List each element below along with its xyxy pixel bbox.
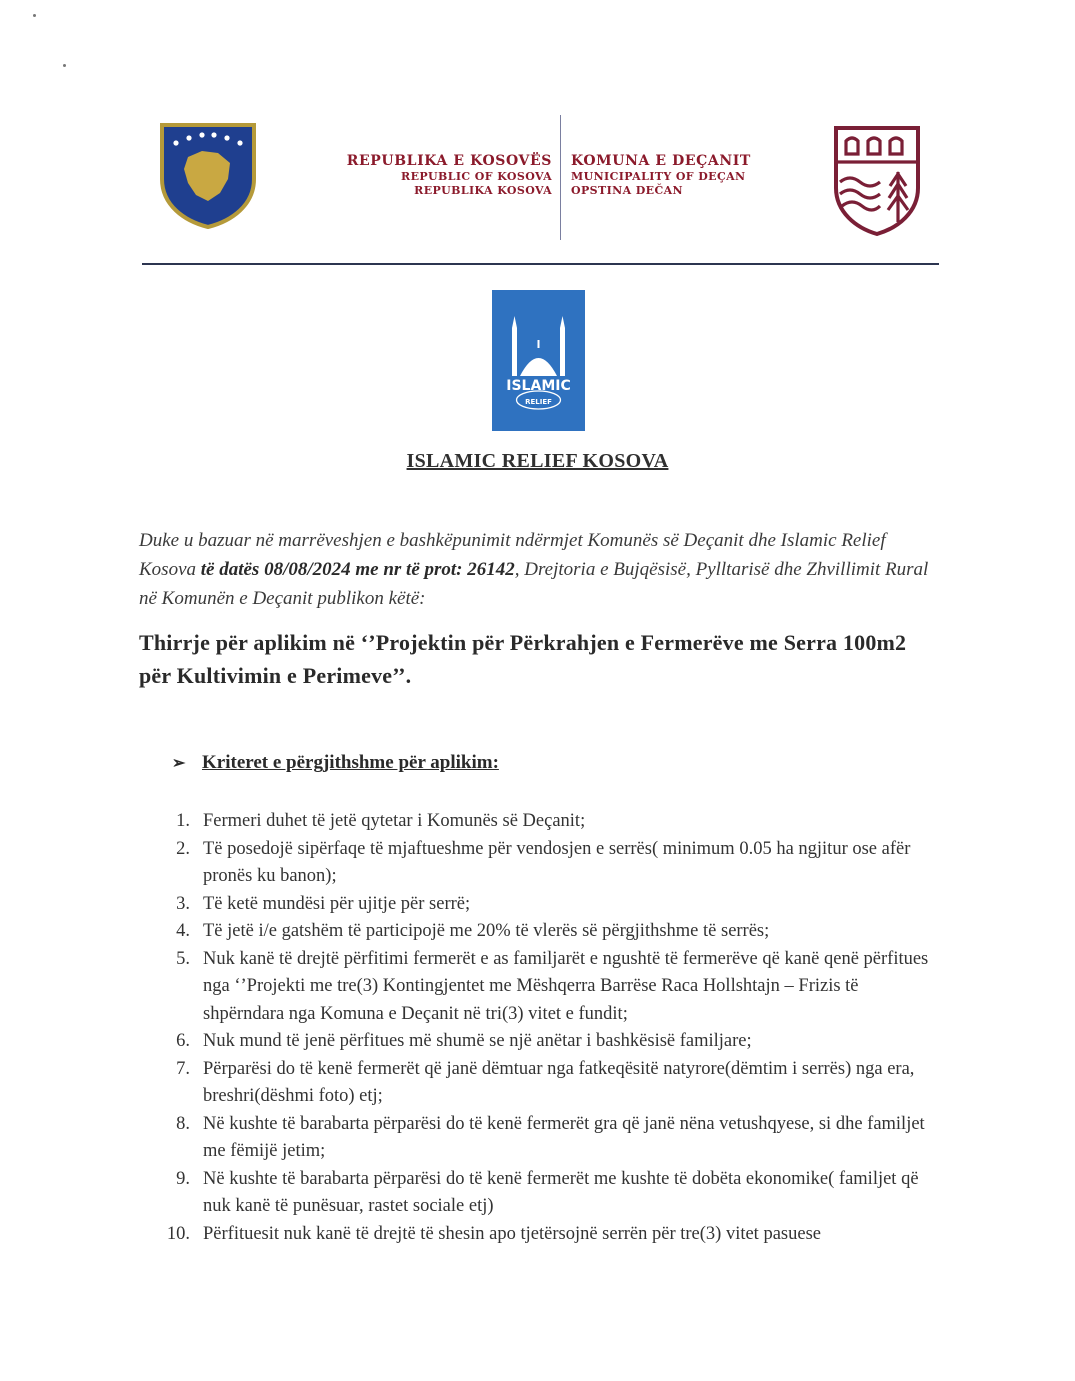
list-item-number: 5. (176, 948, 190, 969)
list-item-number: 2. (176, 838, 190, 859)
list-item-text: Përparësi do të kenë fermerët që janë dëmtuar nga fatkeqësitë natyrore(dëmtim i serrës) nga era, breshri(dëshmi foto) etj; (203, 1058, 915, 1106)
list-item-number: 4. (176, 921, 190, 941)
header-divider (560, 115, 561, 240)
list-item-text: Të posedojë sipërfaqe të mjaftueshme për vendosjen e serrës( minimum 0.05 ha ngjitur ose afër pronës ku banon); (203, 838, 911, 886)
list-item (160, 946, 940, 1029)
list-item (160, 836, 940, 891)
list-item (160, 891, 940, 919)
criteria-heading (172, 752, 499, 774)
list-item-text: Në kushte të barabarta përparësi do të kenë fermerët gra që janë nëna vetushqyese, si dhe familjet me fëmijë jetim; (203, 1113, 925, 1161)
header-right-line3: OPSTINA DEČAN (571, 184, 684, 197)
list-item-number: 1. (176, 811, 190, 831)
organization-title: ISLAMIC RELIEF KOSOVA (406, 450, 669, 472)
scan-artifact (33, 14, 36, 17)
list-item (160, 1028, 940, 1056)
criteria-title: Kriteret e përgjithshme për aplikim: (202, 752, 499, 773)
header-left-line1: REPUBLIKA E KOSOVËS (346, 153, 552, 169)
intro-text-bold: të datës 08/08/2024 me nr të prot: 26142 (200, 559, 515, 580)
list-item (160, 1166, 940, 1221)
header-rule (142, 263, 939, 265)
list-item (160, 918, 940, 946)
list-item-text: Përfituesit nuk kanë të drejtë të shesin apo tjetërsojnë serrën për tre(3) vitet pasuese (203, 1223, 821, 1244)
list-item-text: Në kushte të barabarta përparësi do të kenë fermerët me kushte të dobëta ekonomike( familjet që nuk kanë të punësuar, rastet sociale etj) (203, 1168, 919, 1216)
list-item-text: Fermeri duhet të jetë qytetar i Komunës së Deçanit; (203, 811, 586, 831)
scan-artifact (63, 64, 66, 67)
list-item (160, 1221, 940, 1249)
list-item-text: Nuk kanë të drejtë përfitimi fermerët e as familjarët e ngushtë të fermerëve që kanë qenë përfitues nga ‘’Projekti me tre(3) Kontingjentet me Mëshqerra Barrëse Raca Hollshtajn – Frizis të shpërndara nga Komuna e Deçanit në tri(3) vitet e fundit; (203, 948, 929, 1024)
list-item-text: Të jetë i/e gatshëm të participojë me 20% të vlerës së përgjithshme të serrës; (203, 921, 770, 941)
header-left-line2: REPUBLIC OF KOSOVA (401, 170, 552, 183)
header-right-block (571, 153, 831, 198)
islamic-relief-logo-icon (492, 290, 585, 431)
list-item-number: 9. (176, 1168, 190, 1189)
list-item-text: Të ketë mundësi për ujitje për serrë; (203, 893, 471, 914)
decan-municipality-logo-icon (832, 124, 922, 236)
ir-logo-text-sub: RELIEF (525, 398, 552, 406)
list-item-number: 8. (176, 1113, 190, 1134)
header-right-line1: KOMUNA E DEÇANIT (571, 153, 751, 169)
ir-logo-text-main: ISLAMIC (506, 378, 571, 394)
list-item (160, 808, 940, 836)
list-item-number: 10. (166, 1223, 190, 1244)
list-item-number: 3. (176, 893, 190, 914)
call-title: Thirrje për aplikim në ‘’Projektin për Përkrahjen e Fermerëve me Serra 100m2 për Kultivimin e Perimeve’’. (139, 630, 907, 688)
intro-text-part3: , Drejtoria e Bujqësisë, Pylltarisë dhe Zhvillimit Rural në Komunën e Deçanit publikon këtë: (139, 559, 929, 609)
header-left-block (270, 153, 552, 198)
arrow-bullet-icon: ➢ (172, 755, 186, 772)
list-item (160, 1111, 940, 1166)
list-item-number: 6. (176, 1031, 190, 1051)
intro-text-part1: Duke u bazuar në marrëveshjen e bashkëpunimit ndërmjet Komunës së Deçanit dhe Islamic Relief Kosova (139, 530, 886, 580)
header-right-line2: MUNICIPALITY OF DEÇAN (571, 170, 746, 183)
list-item (160, 1056, 940, 1111)
list-item-text: Nuk mund të jenë përfitues më shumë se një anëtar i bashkësisë familjare; (203, 1031, 752, 1051)
header-left-line3: REPUBLIKA KOSOVA (414, 184, 552, 197)
criteria-list (160, 808, 940, 1248)
intro-paragraph (139, 526, 939, 613)
kosovo-coat-of-arms-icon (158, 121, 258, 229)
list-item-number: 7. (176, 1058, 190, 1079)
